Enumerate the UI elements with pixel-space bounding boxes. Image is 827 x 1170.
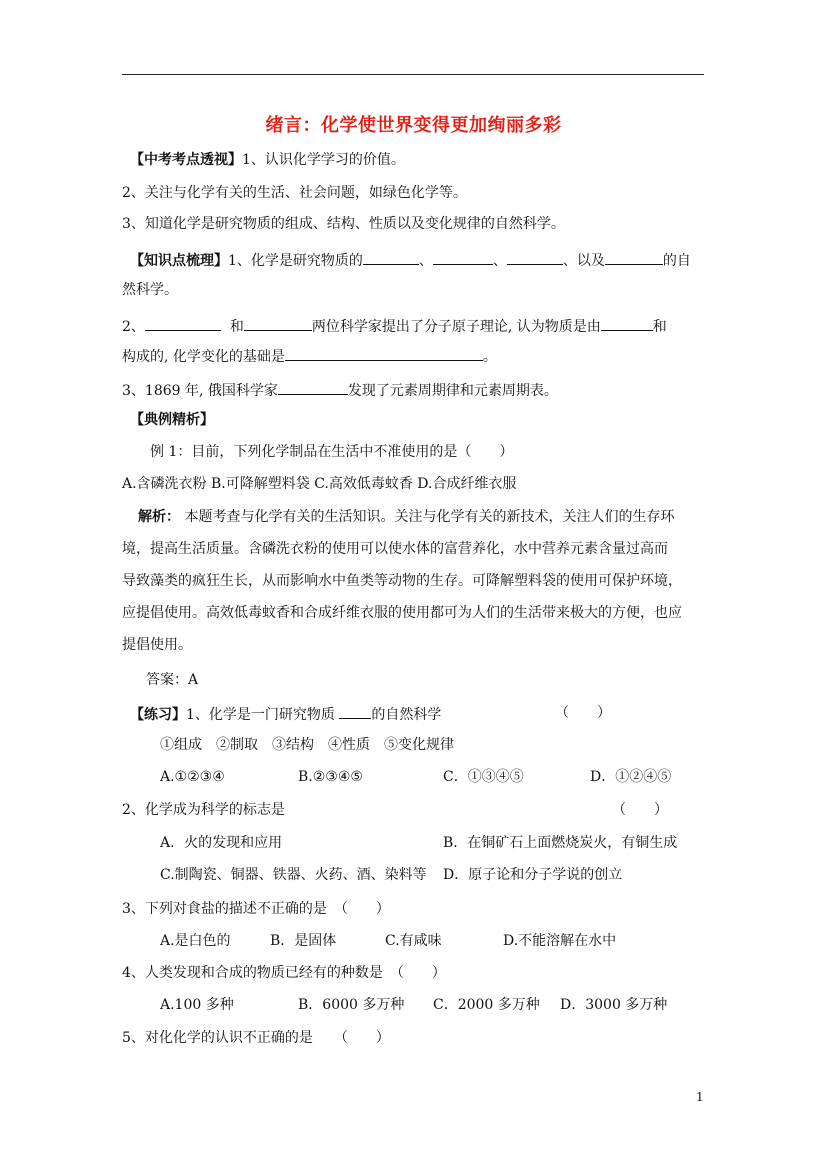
exam-focus-item-1: 1、认识化学学习的价值。 xyxy=(242,152,405,168)
practice-q3: 3、下列对食盐的描述不正确的是 （ ） xyxy=(122,901,390,917)
knowledge-q2-text: 和 xyxy=(229,319,244,335)
analysis-line-1 xyxy=(138,508,674,526)
blank xyxy=(339,704,371,719)
blank xyxy=(278,380,348,395)
exam-focus-item-2: 2、关注与化学有关的生活、社会问题，如绿色化学等。 xyxy=(122,185,467,201)
blank xyxy=(285,346,483,361)
practice-q1-items: ①组成 ②制取 ③结构 ④性质 ⑤变化规律 xyxy=(160,737,454,753)
practice-q3-option-a: A.是白色的 xyxy=(160,933,231,949)
analysis-label: 解析： xyxy=(138,509,180,525)
knowledge-heading: 【知识点梳理】 xyxy=(130,253,228,269)
exam-focus-item-3: 3、知道化学是研究物质的组成、结构、性质以及变化规律的自然科学。 xyxy=(122,216,565,232)
knowledge-q3-text: 发现了元素周期律和元素周期表。 xyxy=(347,383,558,399)
knowledge-q1-end: 然科学。 xyxy=(122,282,178,298)
exam-focus-line-1 xyxy=(130,151,405,169)
knowledge-line-1 xyxy=(130,250,691,270)
practice-q4-option-c: C．2000 多万种 xyxy=(433,997,540,1013)
blank xyxy=(605,250,663,265)
knowledge-q2-text: 和 xyxy=(652,319,667,335)
practice-q3-option-c: C.有咸味 xyxy=(385,933,442,949)
practice-q2-option-c: C.制陶瓷、铜器、铁器、火药、酒、染料等 xyxy=(160,867,427,883)
analysis-line-5: 提倡使用。 xyxy=(122,637,192,653)
example-answer: 答案：A xyxy=(146,672,199,688)
blank xyxy=(433,250,493,265)
practice-q2: 2、化学成为科学的标志是 xyxy=(122,802,285,818)
practice-q1-text: 1、化学是一门研究物质 xyxy=(186,707,340,723)
analysis-line-3: 导致藻类的疯狂生长，从而影响水中鱼类等动物的生存。可降解塑料袋的使用可保护环境， xyxy=(122,573,682,589)
knowledge-q3-text: 3、1869 年, 俄国科学家 xyxy=(122,383,278,399)
practice-q1-option-d: D．①②④⑤ xyxy=(590,769,672,785)
knowledge-q2-text: 2、 xyxy=(122,319,145,335)
analysis-text: 本题考查与化学有关的生活知识。关注与化学有关的新技术，关注人们的生存环 xyxy=(184,509,675,525)
knowledge-q1-text: 的自 xyxy=(662,253,691,269)
knowledge-q1-text: 、以及 xyxy=(562,253,605,269)
blank xyxy=(363,250,419,265)
practice-q2-paren: （ ） xyxy=(612,802,668,818)
example-heading: 【典例精析】 xyxy=(130,412,214,428)
practice-q2-option-b: B．在铜矿石上面燃烧炭火，有铜生成 xyxy=(443,835,678,851)
practice-q1-option-a: A.①②③④ xyxy=(160,769,225,785)
knowledge-q1-text: 1、化学是研究物质的 xyxy=(228,253,363,269)
practice-heading: 【练习】 xyxy=(130,707,186,723)
practice-q1-paren: （ ） xyxy=(555,705,611,721)
blank xyxy=(244,316,312,331)
practice-q4-option-d: D．3000 多万种 xyxy=(560,997,668,1013)
analysis-line-4: 应提倡使用。高效低毒蚊香和合成纤维衣服的使用都可为人们的生活带来极大的方便，也应 xyxy=(122,605,682,621)
page-number: 1 xyxy=(696,1090,704,1104)
practice-q4-option-b: B．6000 多万种 xyxy=(298,997,405,1013)
exam-focus-heading: 【中考考点透视】 xyxy=(130,152,242,168)
practice-q4-option-a: A.100 多种 xyxy=(160,997,234,1013)
blank xyxy=(601,316,653,331)
separator: 、 xyxy=(492,253,507,269)
practice-q1-option-b: B.②③④⑤ xyxy=(298,769,363,785)
knowledge-q2-text: 构成的, 化学变化的基础是 xyxy=(122,349,285,365)
practice-q1-text: 的自然科学 xyxy=(371,707,442,723)
knowledge-q2-text: 两位科学家提出了分子原子理论, 认为物质是由 xyxy=(311,319,601,335)
knowledge-line-2 xyxy=(122,316,667,336)
example-question: 例 1：目前，下列化学制品在生活中不准使用的是（ ） xyxy=(150,444,514,460)
practice-q2-option-a: A．火的发现和应用 xyxy=(160,835,283,851)
analysis-line-2: 境，提高生活质量。含磷洗衣粉的使用可以使水体的富营养化，水中营养元素含量过高而 xyxy=(122,541,668,557)
practice-q1 xyxy=(130,704,441,724)
header-rule xyxy=(122,74,704,75)
practice-q1-option-c: C．①③④⑤ xyxy=(443,769,524,785)
blank xyxy=(145,316,221,331)
page-title: 绪言：化学使世界变得更加绚丽多彩 xyxy=(265,115,562,136)
example-options: A.含磷洗衣粉 B.可降解塑料袋 C.高效低毒蚊香 D.合成纤维衣服 xyxy=(122,476,517,492)
knowledge-q2-text: 。 xyxy=(482,349,497,365)
practice-q5: 5、对化化学的认识不正确的是 （ ） xyxy=(122,1030,390,1046)
knowledge-line-4 xyxy=(122,380,558,400)
practice-q4: 4、人类发现和合成的物质已经有的种数是 （ ） xyxy=(122,965,446,981)
separator: 、 xyxy=(418,253,433,269)
practice-q3-option-d: D.不能溶解在水中 xyxy=(503,933,617,949)
blank xyxy=(507,250,563,265)
knowledge-line-3 xyxy=(122,346,497,366)
practice-q2-option-d: D．原子论和分子学说的创立 xyxy=(443,867,623,883)
practice-q3-option-b: B．是固体 xyxy=(270,933,337,949)
